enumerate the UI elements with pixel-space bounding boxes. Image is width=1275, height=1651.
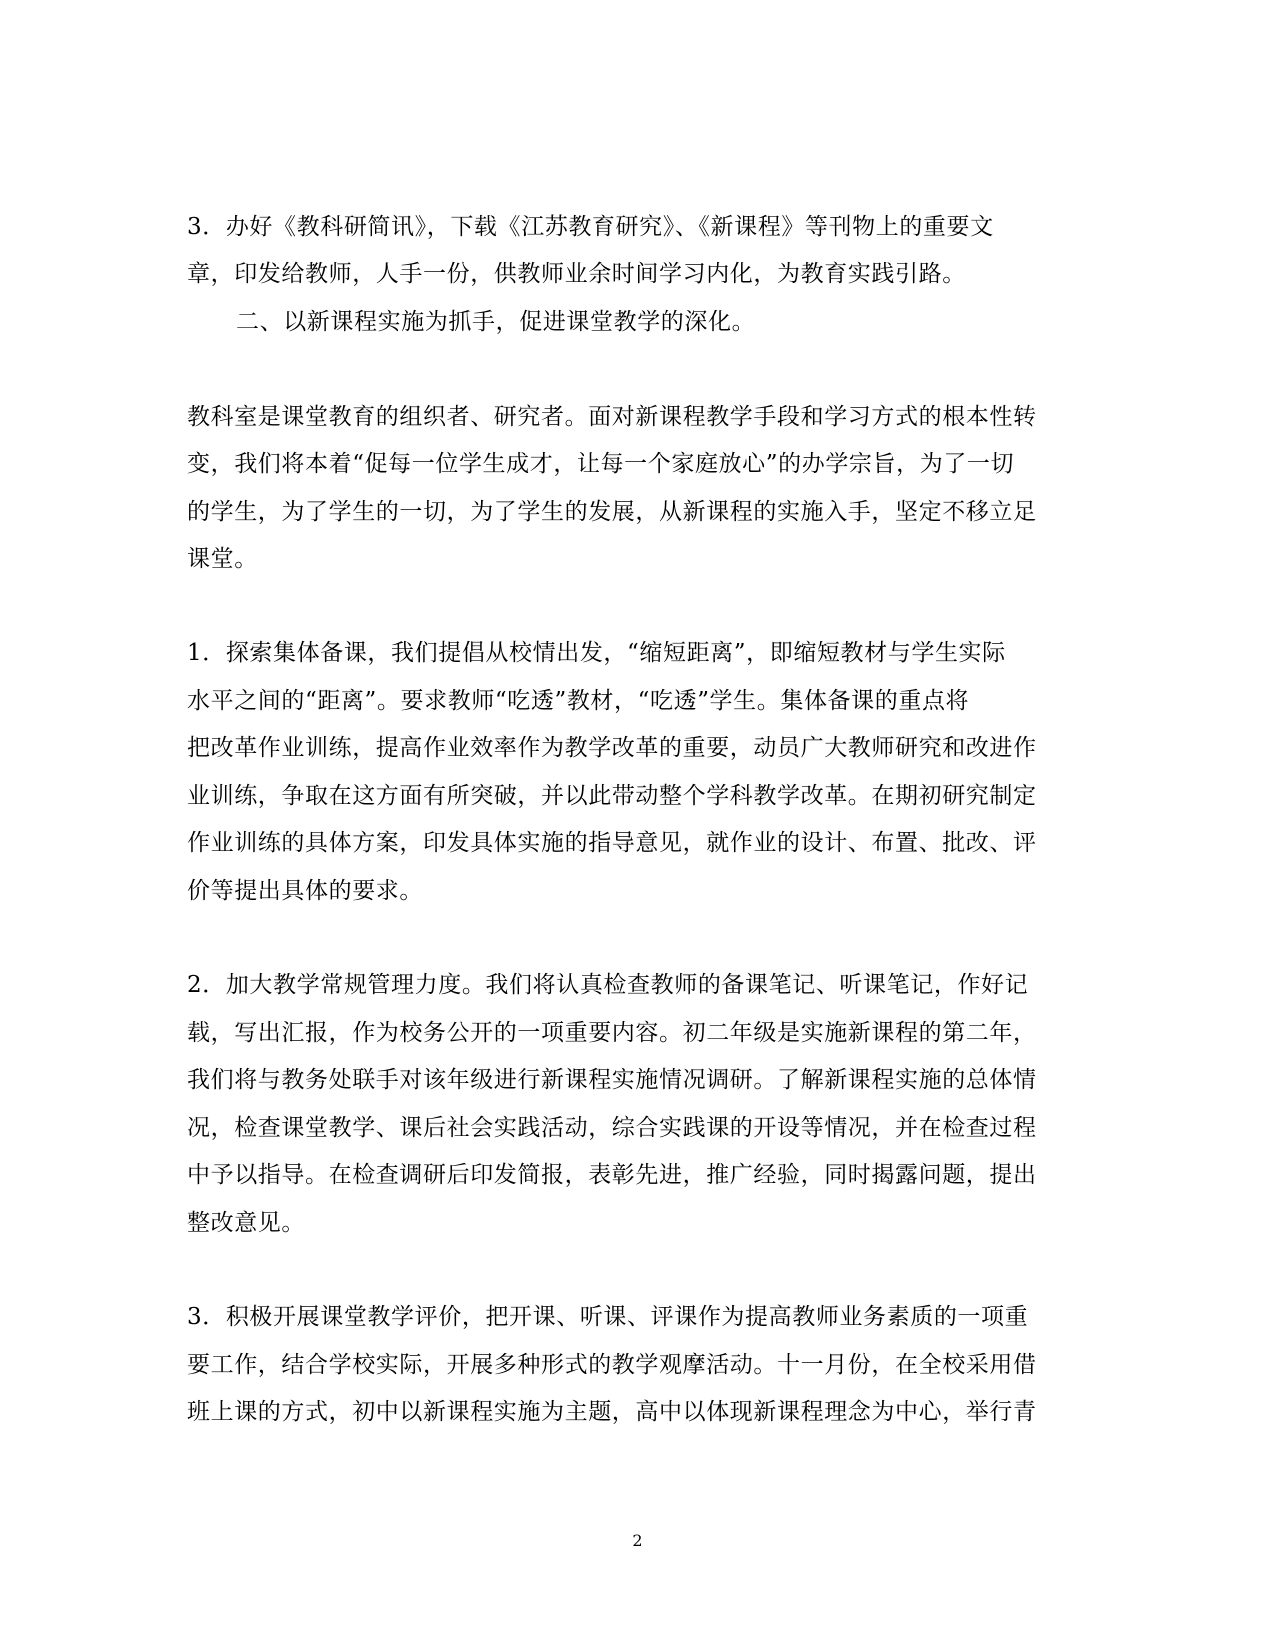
text-line: 2．加大教学常规管理力度。我们将认真检查教师的备课笔记、听课笔记，作好记 — [187, 972, 1029, 998]
text-line: 3．积极开展课堂教学评价，把开课、听课、评课作为提高教师业务素质的一项重 — [187, 1304, 1029, 1330]
text-line: 水平之间的“距离”。要求教师“吃透”教材，“吃透”学生。集体备课的重点将 — [187, 688, 970, 714]
text-line: 作业训练的具体方案，印发具体实施的指导意见，就作业的设计、布置、批改、评 — [187, 830, 1037, 856]
text-line: 班上课的方式，初中以新课程实施为主题，高中以体现新课程理念为中心，举行青 — [187, 1399, 1037, 1425]
text-line: 要工作，结合学校实际，开展多种形式的教学观摩活动。十一月份，在全校采用借 — [187, 1352, 1037, 1378]
text-line: 章，印发给教师，人手一份，供教师业余时间学习内化，为教育实践引路。 — [187, 261, 966, 287]
text-line: 1．探索集体备课，我们提倡从校情出发，“缩短距离”，即缩短教材与学生实际 — [187, 640, 1006, 666]
text-line: 教科室是课堂教育的组织者、研究者。面对新课程教学手段和学习方式的根本性转 — [187, 404, 1037, 430]
text-line: 我们将与教务处联手对该年级进行新课程实施情况调研。了解新课程实施的总体情 — [187, 1067, 1037, 1093]
text-line: 价等提出具体的要求。 — [187, 878, 423, 904]
text-line: 把改革作业训练，提高作业效率作为教学改革的重要，动员广大教师研究和改进作 — [187, 735, 1037, 761]
text-line: 课堂。 — [187, 546, 258, 572]
text-line: 况，检查课堂教学、课后社会实践活动，综合实践课的开设等情况，并在检查过程 — [187, 1115, 1037, 1141]
text-line: 中予以指导。在检查调研后印发简报，表彰先进，推广经验，同时揭露问题，提出 — [187, 1162, 1037, 1188]
section-heading: 二、以新课程实施为抓手，促进课堂教学的深化。 — [236, 309, 756, 335]
text-line: 变，我们将本着“促每一位学生成才，让每一个家庭放心”的办学宗旨，为了一切 — [187, 451, 1015, 477]
text-line: 的学生，为了学生的一切，为了学生的发展，从新课程的实施入手，坚定不移立足 — [187, 499, 1037, 525]
text-line: 业训练，争取在这方面有所突破，并以此带动整个学科教学改革。在期初研究制定 — [187, 783, 1037, 809]
text-line: 整改意见。 — [187, 1210, 305, 1236]
text-line: 3．办好《教科研简讯》，下载《江苏教育研究》、《新课程》等刊物上的重要文 — [187, 214, 994, 240]
page-number: 2 — [632, 1531, 643, 1550]
text-line: 载，写出汇报，作为校务公开的一项重要内容。初二年级是实施新课程的第二年， — [187, 1020, 1037, 1046]
